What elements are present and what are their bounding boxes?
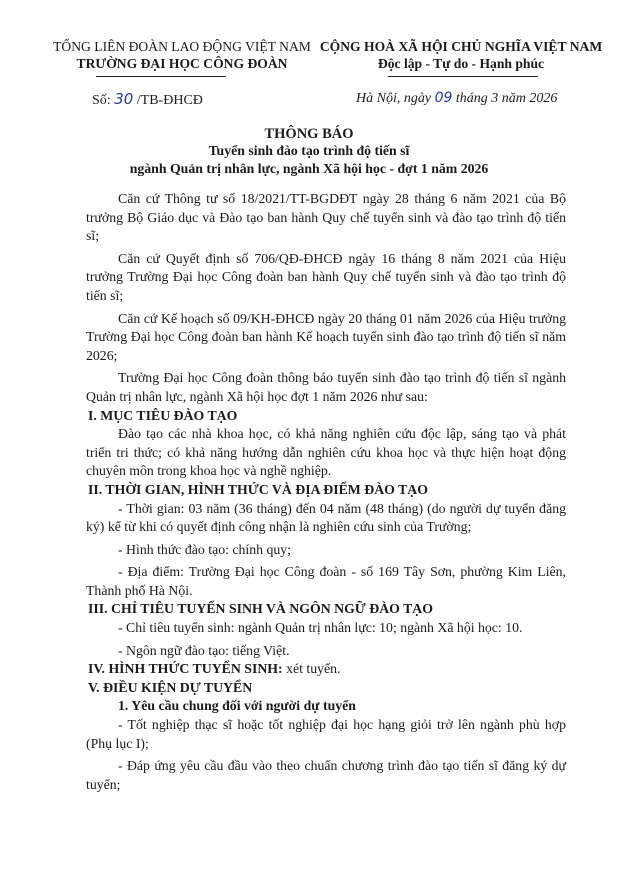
doc-number-suffix: /TB-ĐHCĐ xyxy=(136,93,203,108)
country-name: CỘNG HOÀ XÃ HỘI CHỦ NGHĨA VIỆT NAM xyxy=(319,39,603,54)
entry-standard-item: - Đáp ứng yêu cầu đầu vào theo chuẩn chương trình đào tạo tiến sĩ đăng ký dự tuyển; xyxy=(86,758,566,792)
section-heading-time-form-place: II. THỜI GIAN, HÌNH THỨC VÀ ĐỊA ĐIỂM ĐÀO TẠO xyxy=(88,481,428,497)
issuer-underline xyxy=(96,76,226,77)
notice-subtitle: Tuyển sinh đào tạo trình độ tiến sĩ xyxy=(208,143,410,158)
legal-basis-circular: Căn cứ Thông tư số 18/2021/TT-BGDĐT ngày 28 tháng 6 năm 2021 của Bộ trưởng Bộ Giáo dục và Đào tạo ban hành Quy chế tuyển sinh và đào tạo trình độ tiến sĩ; xyxy=(86,191,566,244)
date-prefix: Hà Nội, ngày xyxy=(356,91,432,106)
school-name: TRƯỜNG ĐẠI HỌC CÔNG ĐOÀN xyxy=(76,56,288,71)
doc-number-prefix: Số: xyxy=(92,93,111,108)
location-item: - Địa điểm: Trường Đại học Công đoàn - số 169 Tây Sơn, phường Kim Liên, Thành phố Hà Nội. xyxy=(86,564,566,598)
national-motto: Độc lập - Tự do - Hạnh phúc xyxy=(377,56,545,71)
admission-form-value: xét tuyển. xyxy=(286,661,341,677)
legal-basis-decision: Căn cứ Quyết định số 706/QĐ-ĐHCĐ ngày 16 tháng 8 năm 2021 của Hiệu trưởng Trường Đại học Công đoàn ban hành Quy chế tuyển sinh và đào tạo trình độ tiến sĩ; xyxy=(86,250,566,303)
intro-paragraph: Trường Đại học Công đoàn thông báo tuyển sinh đào tạo trình độ tiến sĩ ngành Quản trị nhân lực, ngành Xã hội học đợt 1 năm 2026 như sau: xyxy=(86,370,566,404)
duration-item: - Thời gian: 03 năm (36 tháng) đến 04 năm (48 tháng) (do người dự tuyển đăng ký) kể từ khi có quyết định công nhận là nghiên cứu sinh của Trường; xyxy=(86,500,566,535)
document-number xyxy=(92,90,203,109)
language-item: - Ngôn ngữ đào tạo: tiếng Việt. xyxy=(118,642,290,658)
date-suffix: tháng 3 năm 2026 xyxy=(455,91,558,106)
motto-underline xyxy=(388,76,538,77)
national-header xyxy=(306,38,616,72)
notice-subtitle-majors: ngành Quản trị nhân lực, ngành Xã hội học - đợt 1 năm 2026 xyxy=(129,161,489,176)
degree-requirement-item: - Tốt nghiệp thạc sĩ hoặc tốt nghiệp đại học hạng giỏi trở lên ngành phù hợp (Phụ lục I); xyxy=(86,717,566,751)
issue-date xyxy=(356,90,557,107)
section-heading-quota-language: III. CHỈ TIÊU TUYỂN SINH VÀ NGÔN NGỮ ĐÀO TẠO xyxy=(88,601,433,617)
notice-title: THÔNG BÁO xyxy=(264,126,354,142)
parent-organization: TỔNG LIÊN ĐOÀN LAO ĐỘNG VIỆT NAM xyxy=(53,39,311,54)
admission-form-label: IV. HÌNH THỨC TUYỂN SINH: xyxy=(88,661,283,677)
section-heading-admission-form xyxy=(88,660,566,679)
subsection-general-requirements: 1. Yêu cầu chung đối với người dự tuyển xyxy=(118,698,356,714)
notice-body xyxy=(86,190,566,794)
section-heading-eligibility: V. ĐIỀU KIỆN DỰ TUYỂN xyxy=(88,679,253,695)
date-day-handwritten: 09 xyxy=(434,90,453,106)
section-heading-objectives: I. MỤC TIÊU ĐÀO TẠO xyxy=(88,407,238,423)
quota-item: - Chỉ tiêu tuyển sinh: ngành Quản trị nhân lực: 10; ngành Xã hội học: 10. xyxy=(118,620,523,636)
training-form-item: - Hình thức đào tạo: chính quy; xyxy=(118,541,292,557)
objectives-text: Đào tạo các nhà khoa học, có khả năng nghiên cứu độc lập, sáng tạo và phát triển tri thức; có khả năng hướng dẫn nghiên cứu khoa học và thực hiện hoạt động chuyên môn trong khoa học và nghề nghiệp. xyxy=(86,426,566,479)
doc-number-handwritten: 30 xyxy=(114,90,134,108)
legal-basis-plan: Căn cứ Kế hoạch số 09/KH-ĐHCĐ ngày 20 tháng 01 năm 2026 của Hiệu trưởng Trường Đại học Công đoàn ban hành Kế hoạch tuyển sinh đào tạo trình độ tiến sĩ năm 2026; xyxy=(86,310,566,363)
issuer-block xyxy=(32,38,332,72)
